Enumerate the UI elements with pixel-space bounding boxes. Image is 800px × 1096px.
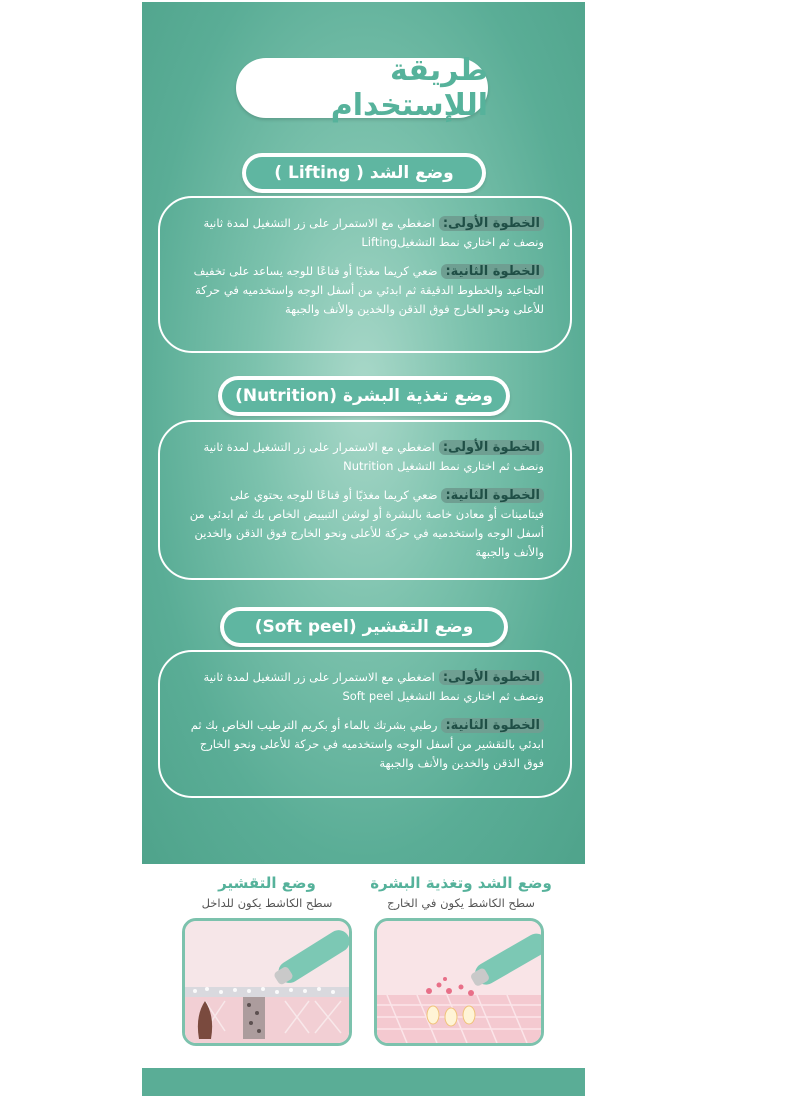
step-item (184, 214, 544, 252)
mode-nutrition-steps (158, 420, 572, 580)
mode-lifting-header (242, 153, 486, 193)
mode-softpeel-label: وضع التقشير (Soft peel) (224, 611, 504, 643)
step-label: الخطوة الثانية: (441, 488, 544, 503)
step-text: اضغطي مع الاستمرار على زر التشغيل لمدة ثانية ونصف ثم اختاري نمط التشغيل Soft peel (203, 670, 544, 703)
mode-nutrition-header (218, 376, 510, 416)
lifting-caption-subtitle: سطح الكاشط يكون في الخارج (387, 896, 535, 910)
step-label: الخطوة الأولى: (439, 216, 544, 231)
step-item (184, 668, 544, 706)
lifting-illustration (374, 918, 544, 1046)
footer-bar (142, 1068, 585, 1096)
step-text: ضعي كريما مغذيًا أو قناعًا للوجه يساعد على تخفيف التجاعيد والخطوط الدقيقة ثم ابدئي من أسفل الوجه واستخدميه في حركة للأعلى ونحو الخارج فوق الذقن والخدين والأنف والجبهة (193, 264, 544, 316)
step-text: رطبي بشرتك بالماء أو بكريم الترطيب الخاص بك ثم ابدئي بالتقشير من أسفل الوجه واستخدميه في حركة للأعلى ونحو الخارج فوق الذقن والخدين والأنف والجبهة (190, 718, 544, 770)
page-title: طريقة اللإستخدام (236, 58, 488, 118)
step-text: ضعي كريما مغذيًا أو قناعًا للوجه يحتوي على فيتامينات أو معادن خاصة بالبشرة أو لوشن التبييض الخاص بك ثم ابدئي من أسفل الوجه واستخدميه في حركة للأعلى ونحو الخارج فوق الذقن والخدين والأنف والجبهة (189, 488, 544, 559)
skin-peel-image (185, 921, 349, 1043)
step-text: اضغطي مع الاستمرار على زر التشغيل لمدة ثانية ونصف ثم اختاري نمط التشغيل Nutrition (203, 440, 544, 473)
softpeel-illustration (182, 918, 352, 1046)
step-label: الخطوة الثانية: (441, 264, 544, 279)
step-item (184, 262, 544, 319)
step-label: الخطوة الأولى: (439, 670, 544, 685)
mode-lifting-steps (158, 196, 572, 353)
mode-softpeel-steps (158, 650, 572, 798)
mode-nutrition-label: وضع تغذية البشرة (Nutrition) (222, 380, 506, 412)
step-item (184, 716, 544, 773)
lifting-caption-title: وضع الشد وتغذية البشرة (370, 874, 552, 892)
softpeel-caption-title: وضع التقشير (218, 874, 316, 892)
mode-lifting-label: وضع الشد ( Lifting ) (246, 157, 482, 189)
softpeel-caption-subtitle: سطح الكاشط يكون للداخل (201, 896, 333, 910)
step-text: اضغطي مع الاستمرار على زر التشغيل لمدة ثانية ونصف ثم اختاري نمط التشغيلLifting (203, 216, 544, 249)
step-item (184, 486, 544, 562)
skin-lift-image (377, 921, 541, 1043)
step-label: الخطوة الأولى: (439, 440, 544, 455)
step-label: الخطوة الثانية: (441, 718, 544, 733)
step-item (184, 438, 544, 476)
mode-softpeel-header (220, 607, 508, 647)
